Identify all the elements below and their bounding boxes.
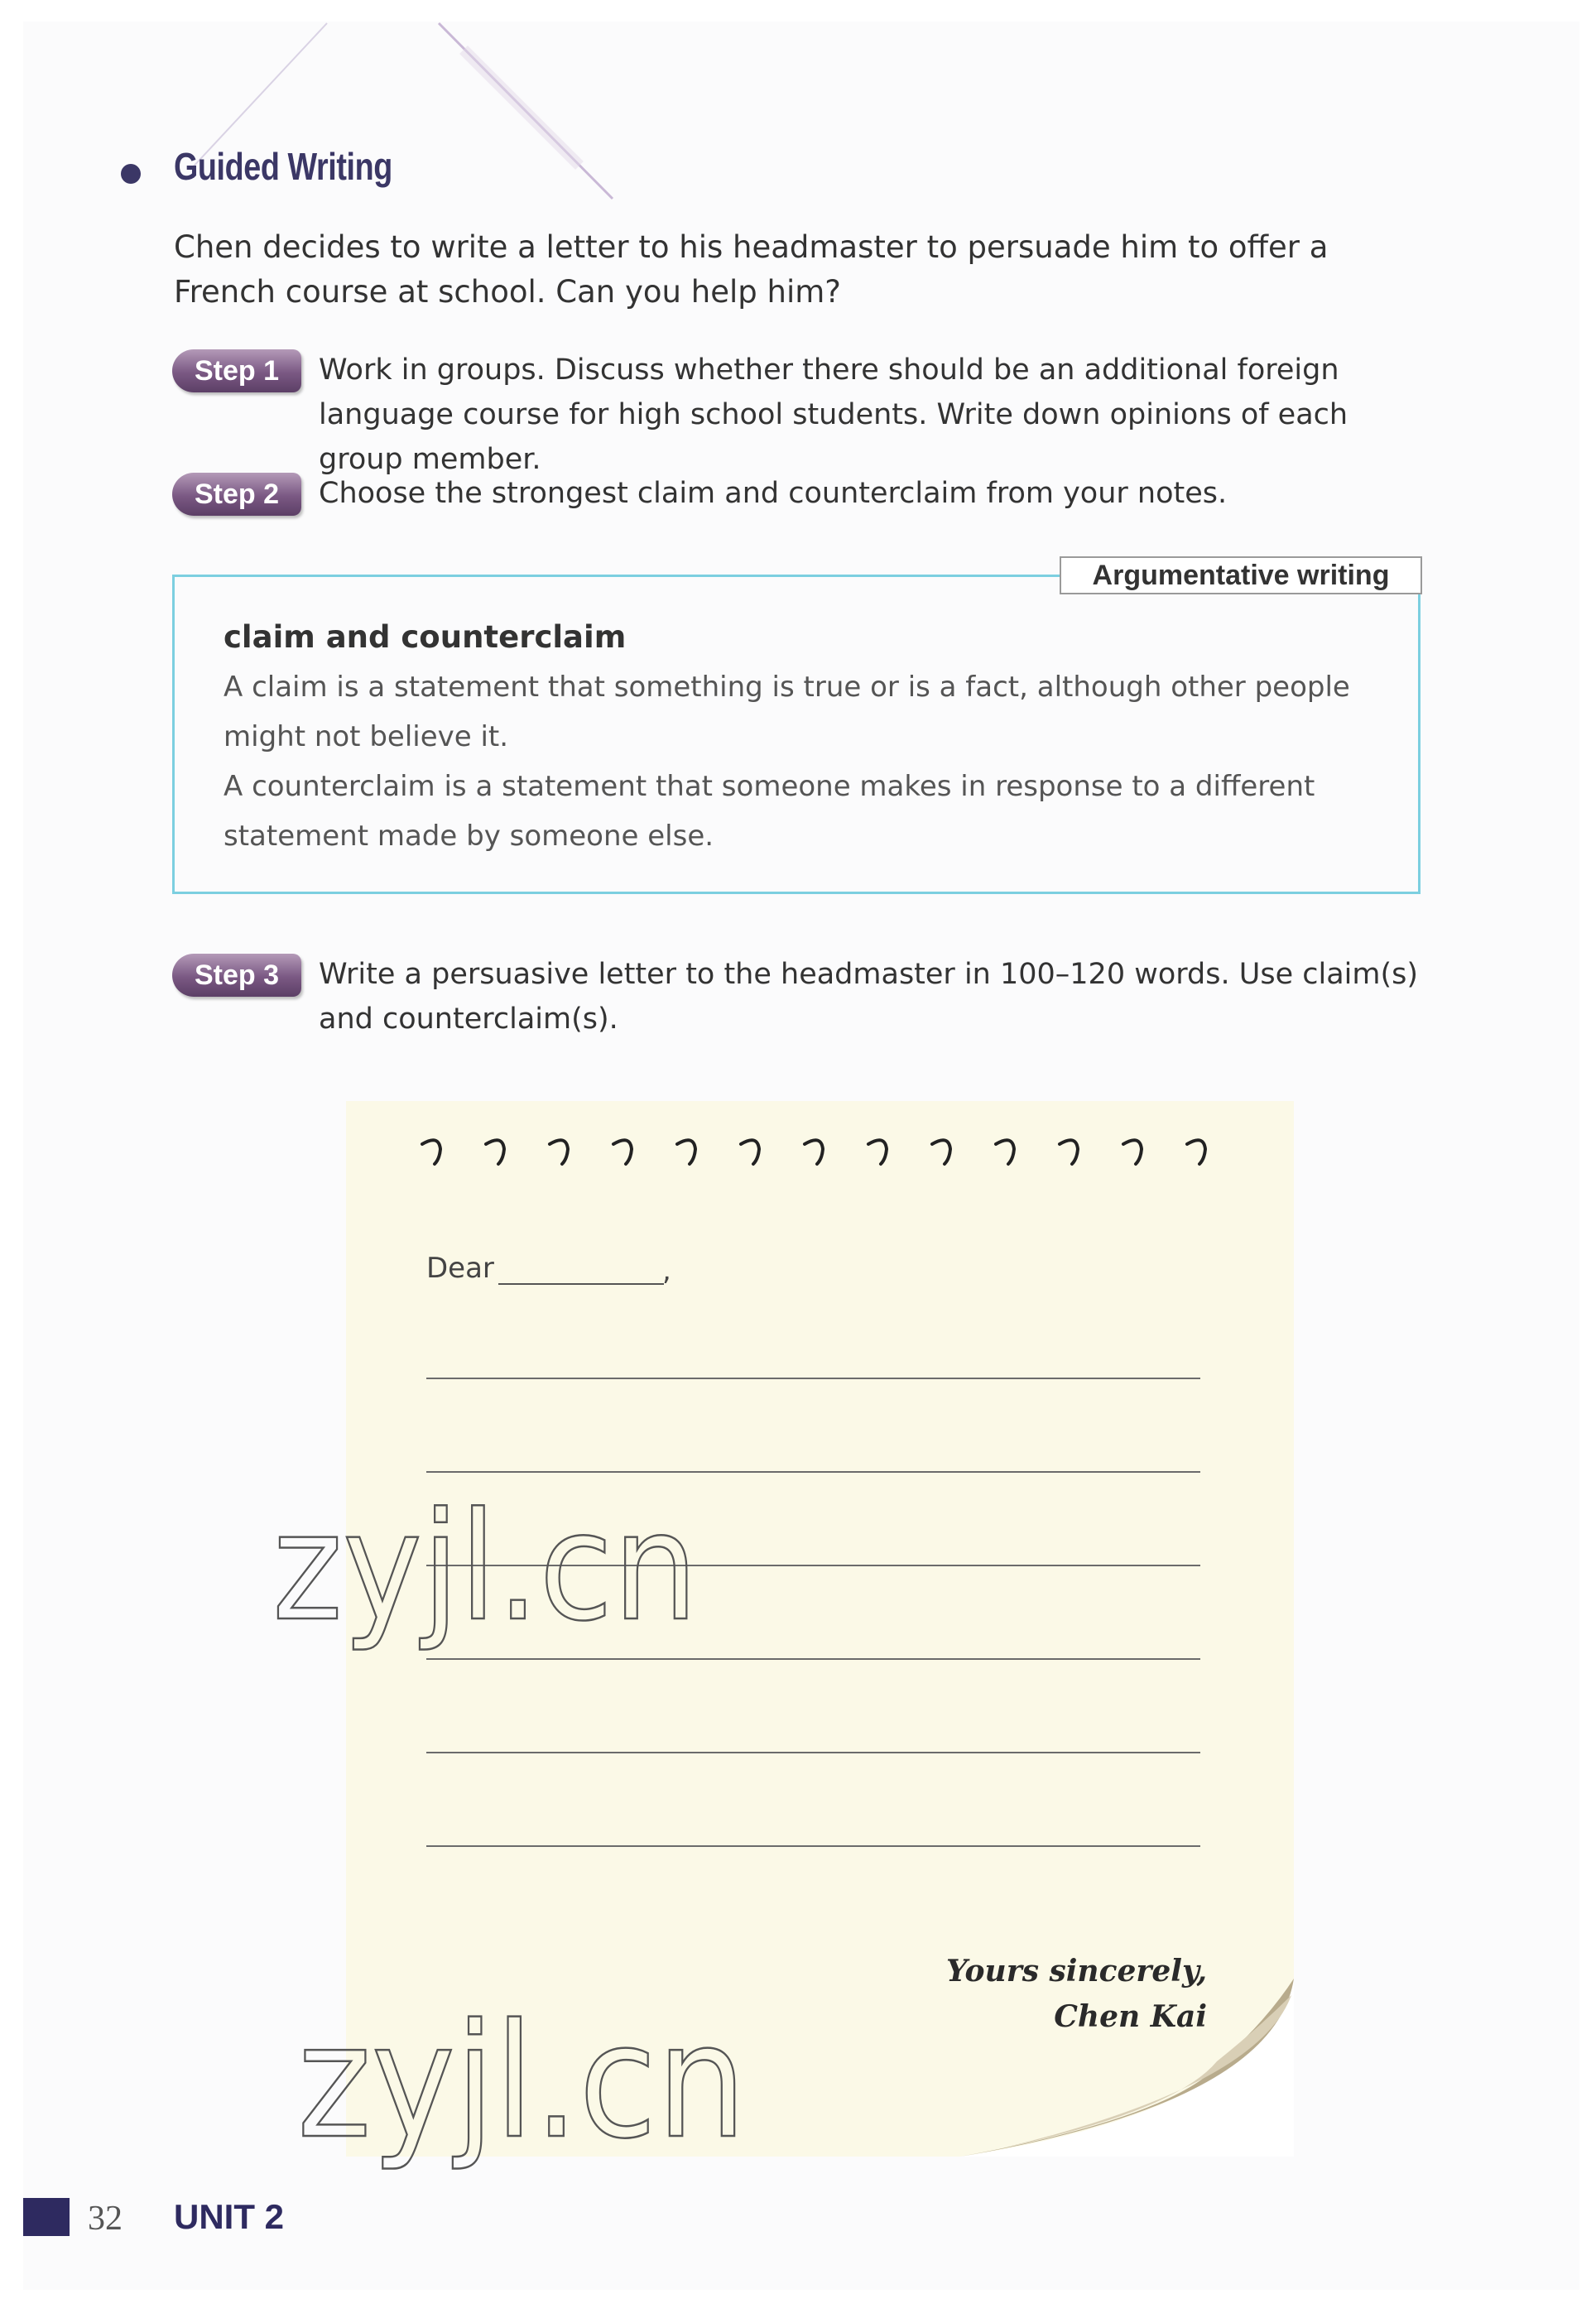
intro-text: Chen decides to write a letter to his headmaster to persuade him to offer a French course at school. Can you help him? [174, 229, 1329, 310]
step-3-text: Write a persuasive letter to the headmaster in 100–120 words. Use claim(s) and counterclaim(s). [319, 958, 1419, 1036]
writing-line[interactable] [426, 1658, 1200, 1660]
letter-signature: Chen Kai [1054, 1999, 1207, 2034]
writing-line[interactable] [426, 1471, 1200, 1473]
writing-line[interactable] [426, 1845, 1200, 1847]
counterclaim-definition: A counterclaim is a statement that someone makes in response to a different statement made by someone else. [224, 770, 1315, 853]
step-3-badge: Step 3 [172, 954, 301, 997]
step-2-text: Choose the strongest claim and counterclaim from your notes. [319, 477, 1228, 510]
unit-label: UNIT 2 [174, 2197, 285, 2236]
watermark-text: zyjl.cn [272, 1480, 699, 1655]
section-title: Guided Writing [174, 145, 392, 188]
page-number: 32 [88, 2200, 123, 2238]
step-1-text: Work in groups. Discuss whether there should be an additional foreign language course for high school students. Write down opinions of each group member. [319, 353, 1348, 476]
letter-salutation: Dear [426, 1252, 494, 1285]
writing-line[interactable] [426, 1752, 1200, 1753]
footer-marker [23, 2198, 70, 2236]
tip-box-tag: Argumentative writing [1060, 556, 1422, 594]
claim-definition: A claim is a statement that something is true or is a fact, although other people might not believe it. [224, 671, 1350, 753]
addressee-blank[interactable] [498, 1283, 664, 1285]
spiral-rings [410, 1126, 1238, 1176]
step-1-badge: Step 1 [172, 349, 301, 392]
writing-line[interactable] [426, 1378, 1200, 1379]
section-bullet-icon [121, 164, 141, 184]
step-2-badge: Step 2 [172, 473, 301, 516]
tip-box-body [224, 662, 1382, 861]
watermark [290, 1987, 747, 2174]
watermark [265, 1480, 699, 1655]
watermark-text: zyjl.cn [297, 1989, 747, 2174]
salutation-comma: , [662, 1254, 671, 1287]
tip-box-heading: claim and counterclaim [224, 619, 627, 655]
letter-closing: Yours sincerely, [945, 1954, 1207, 1989]
